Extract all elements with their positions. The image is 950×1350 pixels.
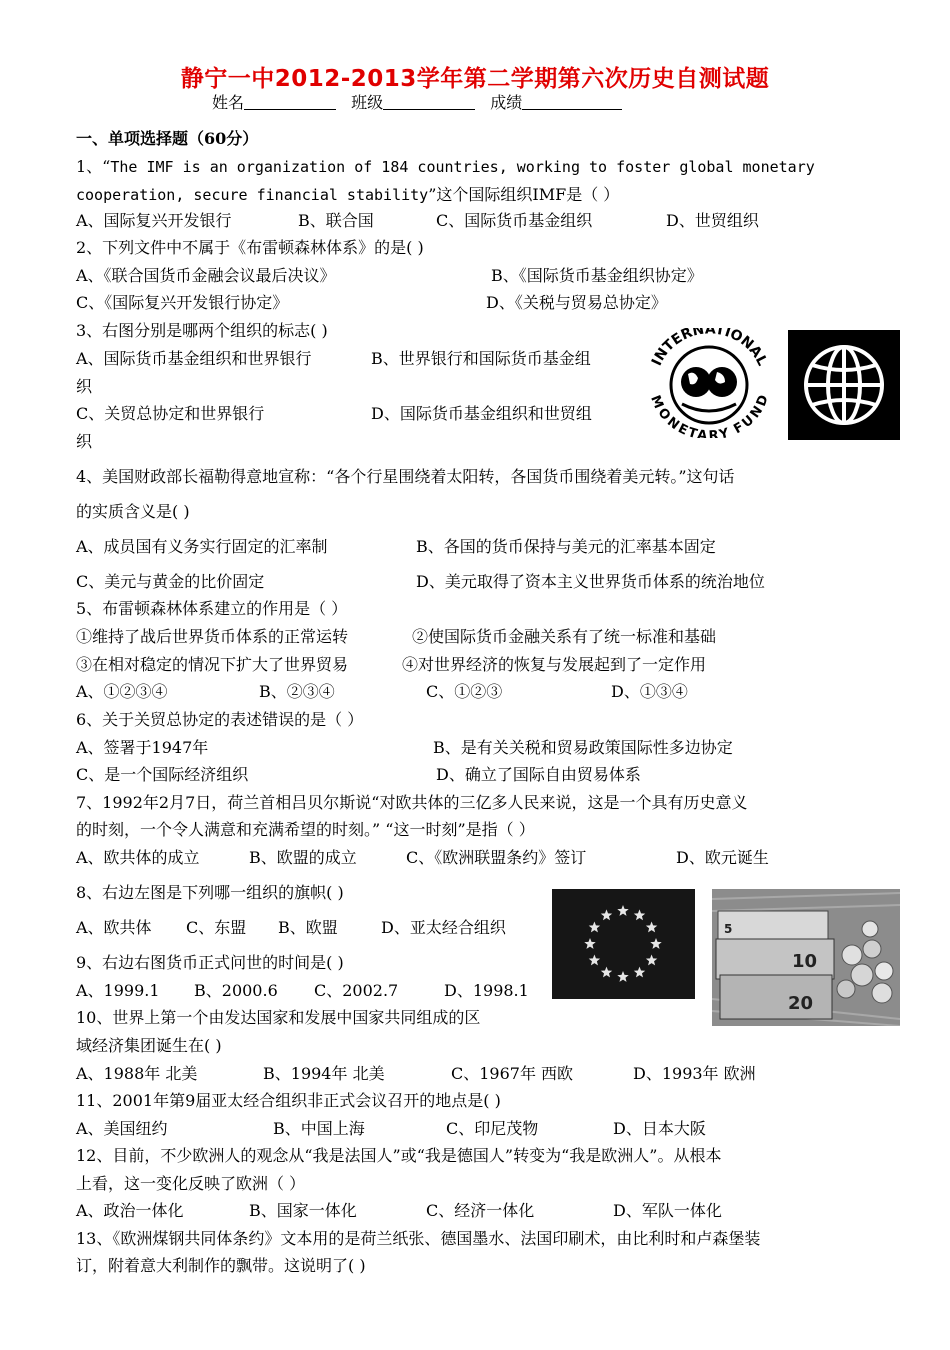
q5-option-c[interactable]: C、①②③ xyxy=(426,682,503,701)
class-label: 班级 xyxy=(351,93,384,112)
euro-banknotes-image xyxy=(712,889,900,1026)
score-blank[interactable] xyxy=(522,93,622,110)
q10-stem-line2: 域经济集团诞生在( ) xyxy=(76,1036,222,1055)
q5-stem: 5、布雷顿森林体系建立的作用是（ ） xyxy=(76,599,348,618)
svg-text:20: 20 xyxy=(788,993,814,1014)
q4-option-d[interactable]: D、美元取得了资本主义世界货币体系的统治地位 xyxy=(416,572,765,591)
class-blank[interactable] xyxy=(383,93,475,110)
q13-stem-line2: 订，附着意大利制作的飘带。这说明了( ) xyxy=(76,1256,366,1275)
q7-stem-line1: 7、1992年2月7日，荷兰首相吕贝尔斯说“对欧共体的三亿多人民来说，这是一个具有历史意义 xyxy=(76,793,748,812)
q1-option-a[interactable]: A、国际复兴开发银行 xyxy=(76,211,232,230)
q6-option-b[interactable]: B、是有关关税和贸易政策国际性多边协定 xyxy=(433,738,733,757)
world-bank-logo xyxy=(788,330,900,440)
q2-stem: 2、下列文件中不属于《布雷顿森林体系》的是( ) xyxy=(76,238,424,257)
q13-stem-line1: 13、《欧洲煤钢共同体条约》文本用的是荷兰纸张、德国墨水、法国印刷术，由比利时和卢森堡装 xyxy=(76,1229,761,1248)
q11-option-a[interactable]: A、美国纽约 xyxy=(76,1119,168,1138)
q9-stem: 9、右边右图货币正式问世的时间是( ) xyxy=(76,953,344,972)
q8-option-a[interactable]: A、欧共体 xyxy=(76,918,152,937)
q8-option-c[interactable]: C、东盟 xyxy=(186,918,247,937)
globe-icon xyxy=(788,330,900,440)
q9-option-c[interactable]: C、2002.7 xyxy=(314,981,399,1000)
name-label: 姓名 xyxy=(212,93,245,112)
q3-option-c[interactable]: C、关贸总协定和世界银行 xyxy=(76,404,265,423)
q5-option-d[interactable]: D、①③④ xyxy=(611,682,688,701)
q11-option-d[interactable]: D、日本大阪 xyxy=(613,1119,706,1138)
q3-option-b[interactable]: B、世界银行和国际货币基金组 xyxy=(371,349,591,368)
q5-statement-1: ①维持了战后世界货币体系的正常运转 xyxy=(76,627,349,646)
q11-option-b[interactable]: B、中国上海 xyxy=(273,1119,365,1138)
q8-stem: 8、右边左图是下列哪一组织的旗帜( ) xyxy=(76,883,344,902)
q4-option-b[interactable]: B、各国的货币保持与美元的汇率基本固定 xyxy=(416,537,716,556)
q9-option-a[interactable]: A、1999.1 xyxy=(76,981,160,1000)
q10-option-c[interactable]: C、1967年 西欧 xyxy=(451,1064,574,1083)
q5-statement-4: ④对世界经济的恢复与发展起到了一定作用 xyxy=(402,655,707,674)
q1-stem-line1: 1、“The IMF is an organization of 184 countries, working to foster global monetary xyxy=(76,157,815,176)
q4-option-c[interactable]: C、美元与黄金的比价固定 xyxy=(76,572,265,591)
q5-statement-3: ③在相对稳定的情况下扩大了世界贸易 xyxy=(76,655,349,674)
q7-option-c[interactable]: C、《欧洲联盟条约》签订 xyxy=(406,848,587,867)
q4-stem-line2: 的实质含义是( ) xyxy=(76,502,190,521)
q8-option-b[interactable]: B、欧盟 xyxy=(278,918,338,937)
q2-option-d[interactable]: D、《关税与贸易总协定》 xyxy=(486,293,667,312)
q3-option-d-wrap: 织 xyxy=(76,432,93,451)
q10-option-a[interactable]: A、1988年 北美 xyxy=(76,1064,198,1083)
q4-stem-line1: 4、美国财政部长福勒得意地宣称：“各个行星围绕着太阳转，各国货币围绕着美元转。”这句话 xyxy=(76,467,735,486)
q5-option-b[interactable]: B、②③④ xyxy=(259,682,335,701)
q12-option-d[interactable]: D、军队一体化 xyxy=(613,1201,722,1220)
name-blank[interactable] xyxy=(244,93,336,110)
q10-option-d[interactable]: D、1993年 欧洲 xyxy=(633,1064,756,1083)
q6-option-d[interactable]: D、确立了国际自由贸易体系 xyxy=(436,765,641,784)
q10-option-b[interactable]: B、1994年 北美 xyxy=(263,1064,385,1083)
svg-text:5: 5 xyxy=(724,922,733,936)
q1-option-b[interactable]: B、联合国 xyxy=(298,211,374,230)
q3-option-b-wrap: 织 xyxy=(76,377,93,396)
q5-option-a[interactable]: A、①②③④ xyxy=(76,682,168,701)
exam-title: 静宁一中2012-2013学年第二学期第六次历史自测试题 xyxy=(180,66,770,92)
q7-option-d[interactable]: D、欧元诞生 xyxy=(676,848,769,867)
q9-option-b[interactable]: B、2000.6 xyxy=(194,981,278,1000)
svg-text:INTERNATIONAL: INTERNATIONAL xyxy=(648,328,771,369)
q5-statement-2: ②使国际货币金融关系有了统一标准和基础 xyxy=(412,627,717,646)
q1-stem-line2: cooperation, secure financial stability”这个国际组织IMF是（ ） xyxy=(76,185,620,204)
q6-option-a[interactable]: A、签署于1947年 xyxy=(76,738,209,757)
q7-stem-line2: 的时刻，一个令人满意和充满希望的时刻。” “这一时刻”是指（ ） xyxy=(76,820,535,839)
q12-option-a[interactable]: A、政治一体化 xyxy=(76,1201,184,1220)
q12-stem-line2: 上看，这一变化反映了欧洲（ ） xyxy=(76,1174,306,1193)
q2-option-a[interactable]: A、《联合国货币金融会议最后决议》 xyxy=(76,266,336,285)
score-label: 成绩 xyxy=(490,93,523,112)
q2-option-b[interactable]: B、《国际货币基金组织协定》 xyxy=(491,266,703,285)
q3-option-d[interactable]: D、国际货币基金组织和世贸组 xyxy=(371,404,592,423)
banknotes-icon xyxy=(712,889,900,1026)
student-info-line xyxy=(212,90,632,113)
q8-option-d[interactable]: D、亚太经合组织 xyxy=(381,918,506,937)
eu-flag-image xyxy=(552,889,695,999)
imf-seal-icon xyxy=(642,328,777,438)
q4-option-a[interactable]: A、成员国有义务实行固定的汇率制 xyxy=(76,537,328,556)
svg-text:10: 10 xyxy=(792,951,818,972)
q12-stem-line1: 12、目前，不少欧洲人的观念从“我是法国人”或“我是德国人”转变为“我是欧洲人”。从根本 xyxy=(76,1146,722,1165)
q1-option-c[interactable]: C、国际货币基金组织 xyxy=(436,211,593,230)
q6-stem: 6、关于关贸总协定的表述错误的是（ ） xyxy=(76,710,364,729)
q12-option-b[interactable]: B、国家一体化 xyxy=(249,1201,357,1220)
q1-option-d[interactable]: D、世贸组织 xyxy=(666,211,759,230)
svg-text:MONETARY FUND: MONETARY FUND xyxy=(647,393,772,438)
q7-option-a[interactable]: A、欧共体的成立 xyxy=(76,848,200,867)
q2-option-c[interactable]: C、《国际复兴开发银行协定》 xyxy=(76,293,289,312)
q11-stem: 11、2001年第9届亚太经合组织非正式会议召开的地点是( ) xyxy=(76,1091,501,1110)
imf-logo xyxy=(642,328,777,438)
q3-stem: 3、右图分别是哪两个组织的标志( ) xyxy=(76,321,328,340)
q11-option-c[interactable]: C、印尼茂物 xyxy=(446,1119,539,1138)
q12-option-c[interactable]: C、经济一体化 xyxy=(426,1201,535,1220)
section-heading: 一、单项选择题（60分） xyxy=(76,129,259,148)
q6-option-c[interactable]: C、是一个国际经济组织 xyxy=(76,765,249,784)
q10-stem-line1: 10、世界上第一个由发达国家和发展中国家共同组成的区 xyxy=(76,1008,481,1027)
q7-option-b[interactable]: B、欧盟的成立 xyxy=(249,848,357,867)
eu-stars-icon xyxy=(552,889,695,999)
q3-option-a[interactable]: A、国际货币基金组织和世界银行 xyxy=(76,349,312,368)
q9-option-d[interactable]: D、1998.1 xyxy=(444,981,529,1000)
